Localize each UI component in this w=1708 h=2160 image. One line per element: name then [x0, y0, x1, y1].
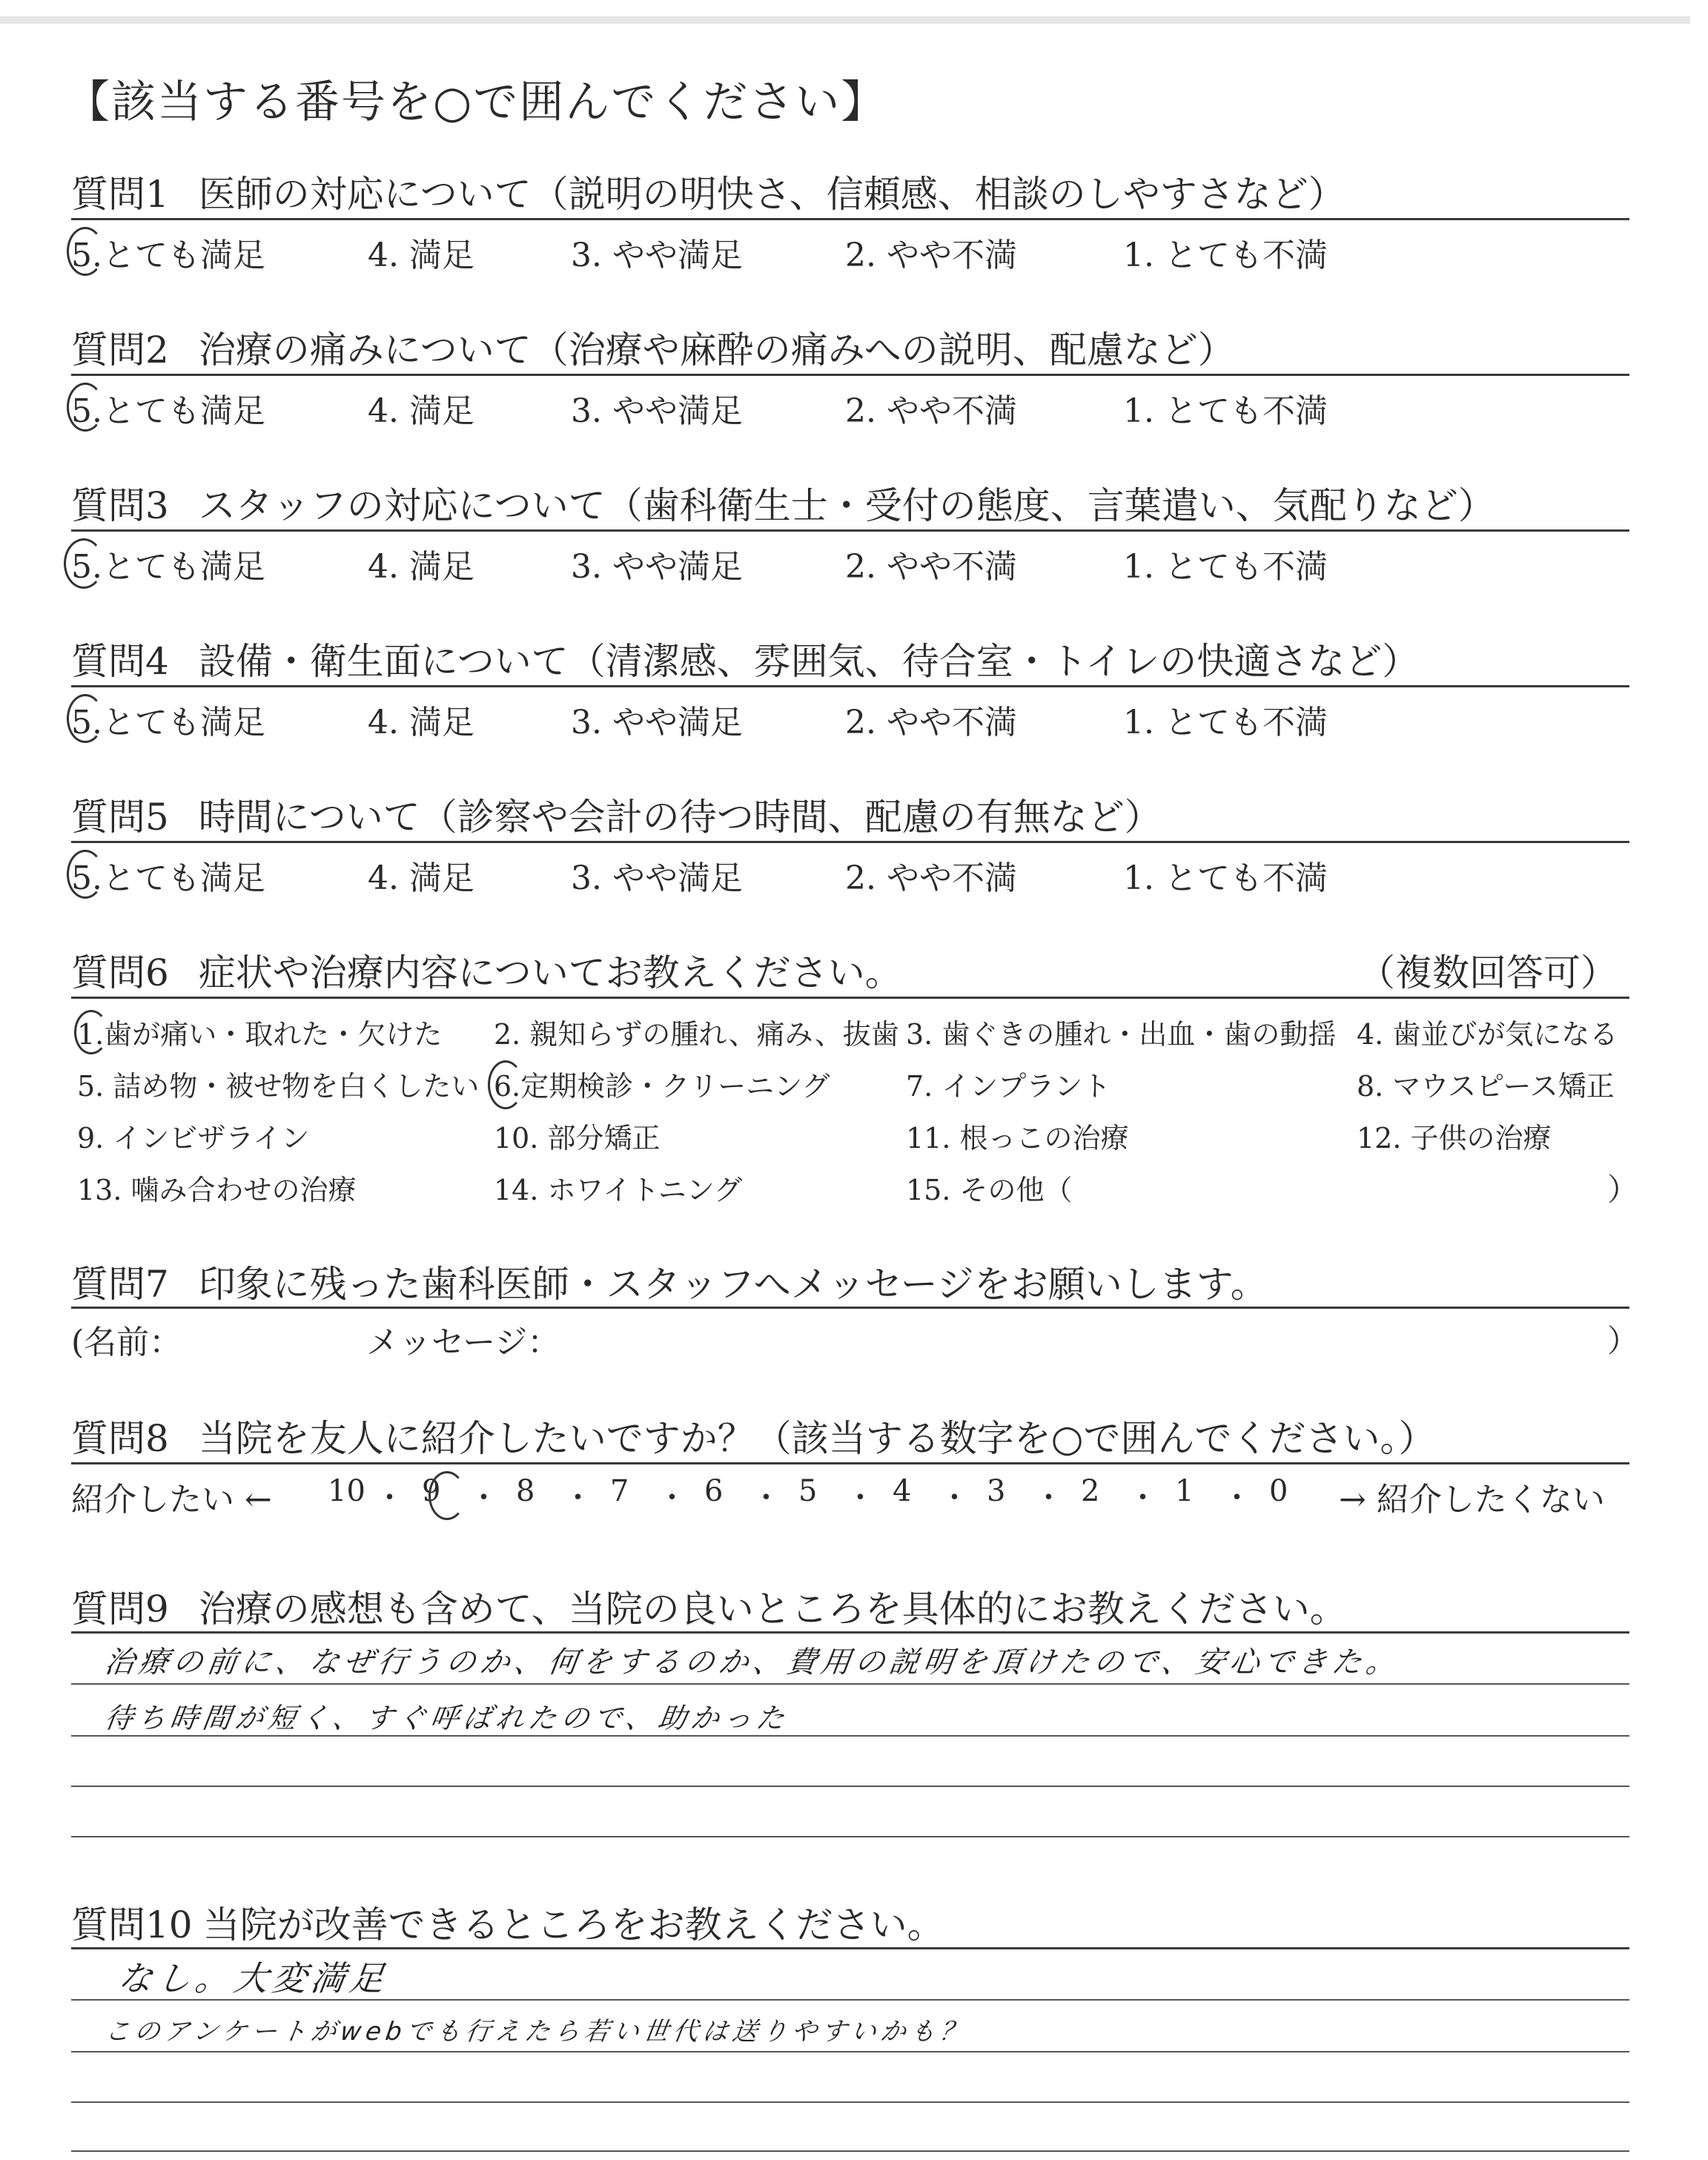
scan-edge — [0, 16, 1690, 24]
question-6 — [71, 943, 902, 997]
scale-value-4[interactable]: 4 — [893, 1474, 912, 1508]
selection-circle — [64, 538, 104, 589]
answer-line — [71, 1836, 1629, 1837]
question-text: 設備・衛生面について（清潔感、雰囲気、待合室・トイレの快適さなど） — [198, 640, 1420, 683]
option-1[interactable]: 1. とても不満 — [1123, 548, 1328, 586]
option-2[interactable]: 2. やや不満 — [845, 548, 1017, 586]
scale-value-8[interactable]: 8 — [516, 1474, 535, 1508]
scale-value-1[interactable]: 1 — [1175, 1474, 1194, 1508]
multiple-answer-note: （複数回答可） — [1358, 951, 1618, 994]
option-1[interactable]: 1. とても不満 — [1123, 392, 1328, 430]
divider — [71, 218, 1629, 220]
question-5 — [71, 787, 1162, 841]
question-number: 質問10 — [71, 1903, 193, 1946]
option-4[interactable]: 4. 満足 — [368, 704, 474, 742]
divider — [71, 841, 1629, 843]
handwritten-answer: 待ち時間が短く、すぐ呼ばれたので、助かった — [102, 1702, 792, 1734]
scale-separator: ・ — [939, 1481, 970, 1515]
option-3[interactable]: 3. やや満足 — [571, 548, 743, 586]
question-number: 質問7 — [71, 1263, 169, 1306]
option-4[interactable]: 4. 満足 — [368, 859, 474, 897]
form-title: 【該当する番号を○で囲んでください】 — [65, 76, 887, 128]
question-text: スタッフの対応について（歯科衛生士・受付の態度、言葉遣い、気配りなど） — [198, 484, 1495, 527]
symptom-option-6[interactable]: 6.定期検診・クリーニング — [494, 1070, 830, 1103]
scale-value-5[interactable]: 5 — [798, 1474, 818, 1508]
scale-separator: ・ — [751, 1481, 781, 1515]
name-label: (名前： — [71, 1324, 182, 1361]
question-7 — [71, 1255, 1268, 1308]
question-text: 印象に残った歯科医師・スタッフへメッセージをお願いします。 — [198, 1263, 1268, 1306]
option-3[interactable]: 3. やや満足 — [571, 392, 743, 430]
selection-circle — [67, 850, 104, 899]
answer-line — [71, 1786, 1629, 1787]
question-text: 治療の感想も含めて、当院の良いところを具体的にお教えください。 — [198, 1588, 1347, 1631]
question-3 — [71, 476, 1495, 529]
option-4[interactable]: 4. 満足 — [368, 392, 474, 430]
selection-circle — [428, 1471, 466, 1520]
selection-circle — [67, 383, 104, 432]
question-text: 当院を友人に紹介したいですか？（該当する数字を○で囲んでください。） — [198, 1417, 1436, 1460]
selection-circle — [67, 227, 104, 276]
option-5[interactable]: 5.とても満足 — [71, 704, 265, 742]
question-number: 質問2 — [71, 328, 169, 371]
answer-line — [71, 1683, 1629, 1685]
option-1[interactable]: 1. とても不満 — [1123, 859, 1328, 897]
symptom-option-7[interactable]: 7. インプラント — [906, 1070, 1111, 1103]
question-number: 質問3 — [71, 484, 169, 527]
option-1[interactable]: 1. とても不満 — [1123, 704, 1328, 742]
symptom-option-5[interactable]: 5. 詰め物・被せ物を白くしたい — [77, 1070, 480, 1103]
question-number: 質問5 — [71, 796, 169, 839]
option-4[interactable]: 4. 満足 — [368, 548, 474, 586]
divider — [71, 374, 1629, 376]
message-label: メッセージ： — [366, 1324, 560, 1361]
question-1 — [71, 165, 1345, 218]
symptom-option-1[interactable]: 1.歯が痛い・取れた・欠けた — [77, 1018, 443, 1051]
option-2[interactable]: 2. やや不満 — [845, 392, 1017, 430]
symptom-option-12[interactable]: 12. 子供の治療 — [1357, 1122, 1552, 1155]
symptom-option-8[interactable]: 8. マウスピース矯正 — [1357, 1070, 1615, 1103]
question-4 — [71, 632, 1419, 685]
symptom-option-3[interactable]: 3. 歯ぐきの腫れ・出血・歯の動揺 — [906, 1018, 1337, 1051]
question-8 — [71, 1409, 1435, 1462]
handwritten-answer: 治療の前に、なぜ行うのか、何をするのか、費用の説明を頂けたので、安心できた。 — [102, 1645, 1403, 1680]
scale-value-2[interactable]: 2 — [1081, 1474, 1100, 1508]
scale-separator: ・ — [845, 1481, 875, 1515]
scale-separator: ・ — [657, 1481, 687, 1515]
option-3[interactable]: 3. やや満足 — [571, 859, 743, 897]
scale-separator: ・ — [1033, 1481, 1064, 1515]
divider — [71, 997, 1629, 999]
question-number: 質問4 — [71, 640, 169, 683]
scale-separator: ・ — [1222, 1481, 1252, 1515]
option-4[interactable]: 4. 満足 — [368, 237, 474, 274]
symptom-option-11[interactable]: 11. 根っこの治療 — [906, 1122, 1129, 1155]
question-text: 当院が改善できるところをお教えください。 — [202, 1903, 944, 1946]
option-3[interactable]: 3. やや満足 — [571, 704, 743, 742]
answer-line — [71, 2051, 1629, 2052]
selection-circle — [67, 694, 104, 743]
question-2 — [71, 320, 1235, 374]
divider — [71, 1307, 1629, 1309]
scale-value-7[interactable]: 7 — [610, 1474, 629, 1508]
divider — [71, 529, 1629, 532]
recommend-left-label: 紹介したい ← — [71, 1481, 272, 1519]
divider — [71, 1462, 1629, 1464]
option-2[interactable]: 2. やや不満 — [845, 237, 1017, 274]
option-2[interactable]: 2. やや不満 — [845, 704, 1017, 742]
recommend-right-label: → 紹介したくない — [1339, 1481, 1605, 1519]
symptom-option-13[interactable]: 13. 噛み合わせの治療 — [77, 1174, 357, 1206]
scale-value-0[interactable]: 0 — [1269, 1474, 1288, 1508]
message-close-paren: ） — [1607, 1323, 1639, 1359]
option-5[interactable]: 5.とても満足 — [71, 548, 265, 586]
scale-value-3[interactable]: 3 — [987, 1474, 1006, 1508]
selection-circle — [488, 1060, 523, 1109]
symptom-option-4[interactable]: 4. 歯並びが気になる — [1357, 1018, 1618, 1051]
symptom-option-2[interactable]: 2. 親知らずの腫れ、痛み、抜歯 — [494, 1018, 899, 1051]
scale-separator: ・ — [563, 1481, 593, 1515]
symptom-option-10[interactable]: 10. 部分矯正 — [494, 1122, 661, 1155]
option-3[interactable]: 3. やや満足 — [571, 237, 743, 274]
answer-line — [71, 2150, 1629, 2152]
option-2[interactable]: 2. やや不満 — [845, 859, 1017, 897]
question-text: 時間について（診察や会計の待つ時間、配慮の有無など） — [198, 796, 1162, 839]
question-10 — [71, 1895, 944, 1949]
divider — [71, 1631, 1629, 1634]
symptom-option-15[interactable]: 15. その他（ — [906, 1174, 1073, 1206]
symptom-option-14[interactable]: 14. ホワイトニング — [494, 1174, 743, 1206]
other-close-paren: ） — [1607, 1172, 1639, 1208]
handwritten-answer: このアンケートがwebでも行えたら若い世代は送りやすいかも？ — [102, 2017, 972, 2047]
option-5[interactable]: 5.とても満足 — [71, 237, 265, 274]
divider — [71, 1947, 1629, 1949]
handwritten-answer: なし。大変満足 — [115, 1958, 391, 1998]
question-number: 質問1 — [71, 173, 169, 216]
question-number: 質問9 — [71, 1588, 169, 1631]
scale-separator: ・ — [469, 1481, 499, 1515]
scale-separator: ・ — [1128, 1481, 1158, 1515]
question-text: 医師の対応について（説明の明快さ、信頼感、相談のしやすさなど） — [198, 173, 1345, 216]
option-5[interactable]: 5.とても満足 — [71, 392, 265, 430]
question-number: 質問6 — [71, 951, 169, 994]
scale-value-9[interactable]: 9 — [422, 1474, 441, 1508]
question-number: 質問8 — [71, 1417, 169, 1460]
answer-line — [71, 2101, 1629, 2103]
scale-value-10[interactable]: 10 — [328, 1474, 365, 1508]
selection-circle — [74, 1010, 108, 1054]
question-text: 治療の痛みについて（治療や麻酔の痛みへの説明、配慮など） — [198, 328, 1235, 371]
option-1[interactable]: 1. とても不満 — [1123, 237, 1328, 274]
scale-separator: ・ — [374, 1481, 405, 1515]
symptom-option-9[interactable]: 9. インビザライン — [77, 1122, 310, 1155]
scale-value-6[interactable]: 6 — [704, 1474, 724, 1508]
question-text: 症状や治療内容についてお教えください。 — [198, 951, 902, 994]
question-9 — [71, 1579, 1347, 1633]
option-5[interactable]: 5.とても満足 — [71, 859, 265, 897]
divider — [71, 685, 1629, 687]
